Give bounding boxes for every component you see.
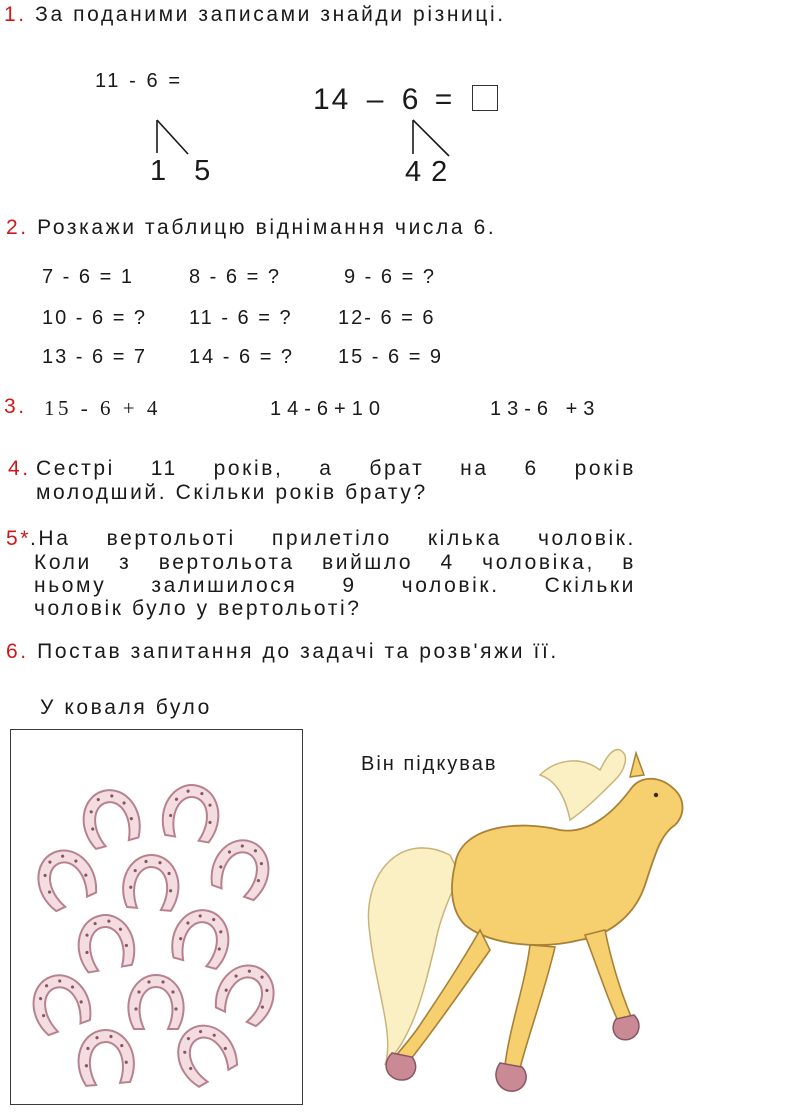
task-1-number: 1.: [4, 3, 27, 26]
horseshoe: [77, 784, 144, 850]
horseshoe: [28, 841, 101, 913]
task-5-line-2: Коли з вертольота вийшло 4 чоловіка, в: [34, 551, 636, 574]
example-2-minus: –: [366, 83, 386, 116]
horse-ear: [630, 753, 644, 777]
task-4-line-2: молодший. Скільки років брату?: [36, 481, 428, 504]
task-5-line-1: .На вертольоті прилетіло кілька чоловік.: [30, 527, 636, 550]
horseshoe: [74, 911, 138, 974]
task-6-number: 6.: [6, 640, 29, 663]
table-cell: 9 - 6 = ?: [344, 266, 436, 288]
table-cell: 14 - 6 = ?: [189, 346, 295, 368]
horseshoe: [168, 904, 235, 970]
horseshoes-illustration: [11, 730, 302, 1104]
table-cell: 10 - 6 = ?: [42, 307, 148, 329]
task-6-line: [6, 640, 559, 664]
blacksmith-label: У коваля було: [40, 696, 212, 719]
example-2-split: [405, 156, 457, 189]
task-2-text: Розкажи таблицю віднімання числа 6.: [37, 216, 497, 239]
task-5-line-3: ньому залишилося 9 чоловік. Скільки: [34, 574, 636, 597]
example-1-split: 1 5: [150, 155, 221, 187]
horse-label: Він підкував: [361, 753, 498, 775]
table-cell: 7 - 6 = 1: [42, 266, 134, 288]
task-1-text: За поданими записами знайди різниці.: [35, 3, 506, 26]
horseshoe: [211, 956, 284, 1028]
horse-illustration: [340, 735, 700, 1105]
answer-box[interactable]: [472, 85, 498, 111]
example-2-split-left: 4: [405, 156, 432, 188]
example-2-equals: =: [434, 83, 455, 116]
split-lines-1: [150, 118, 190, 158]
hoof-shoe: [496, 1063, 526, 1091]
example-2-right: 6: [401, 83, 421, 116]
hoof-shoe: [613, 1015, 639, 1040]
horse-leg: [585, 930, 632, 1025]
task-4-number: 4.: [8, 457, 31, 480]
horseshoe: [207, 832, 277, 902]
example-2-left: 14: [313, 83, 351, 116]
horseshoe-frame: [10, 729, 303, 1105]
task-3-expression-3: 13-6 +3: [490, 398, 601, 420]
task-4-line-1: Сестрі 11 років, а брат на 6 років: [36, 457, 636, 480]
example-2-expression: [313, 83, 454, 117]
horseshoe: [160, 781, 224, 844]
table-cell: 11 - 6 = ?: [189, 307, 293, 329]
horseshoe: [121, 853, 181, 912]
task-3-expression-1: 15 - 6 + 4: [44, 396, 161, 420]
horseshoe: [25, 967, 95, 1037]
horse-eye: [654, 793, 658, 797]
task-5-line-4: чоловік було у вертольоті?: [34, 597, 362, 620]
task-3-number: 3.: [4, 395, 27, 418]
table-cell: 13 - 6 = 7: [42, 346, 148, 368]
horse-leg: [505, 945, 555, 1068]
table-cell: 8 - 6 = ?: [189, 266, 281, 288]
task-2-line: [6, 216, 496, 240]
horseshoe: [76, 1028, 136, 1087]
task-5-number: 5*: [6, 527, 32, 550]
table-cell: 12- 6 = 6: [338, 307, 436, 329]
task-3-expression-2: 14-6+10: [270, 398, 386, 420]
example-2-split-right: 2: [431, 156, 458, 188]
example-1-expression: 11 - 6 =: [95, 70, 183, 92]
task-1-line: [4, 3, 506, 27]
split-lines-2: [405, 118, 455, 160]
task-2-number: 2.: [6, 216, 29, 239]
horseshoe: [128, 975, 183, 1029]
task-6-text: Постав запитання до задачі та розв'яжи її.: [37, 640, 559, 663]
table-cell: 15 - 6 = 9: [338, 346, 444, 368]
hoof-shoe: [386, 1053, 415, 1080]
